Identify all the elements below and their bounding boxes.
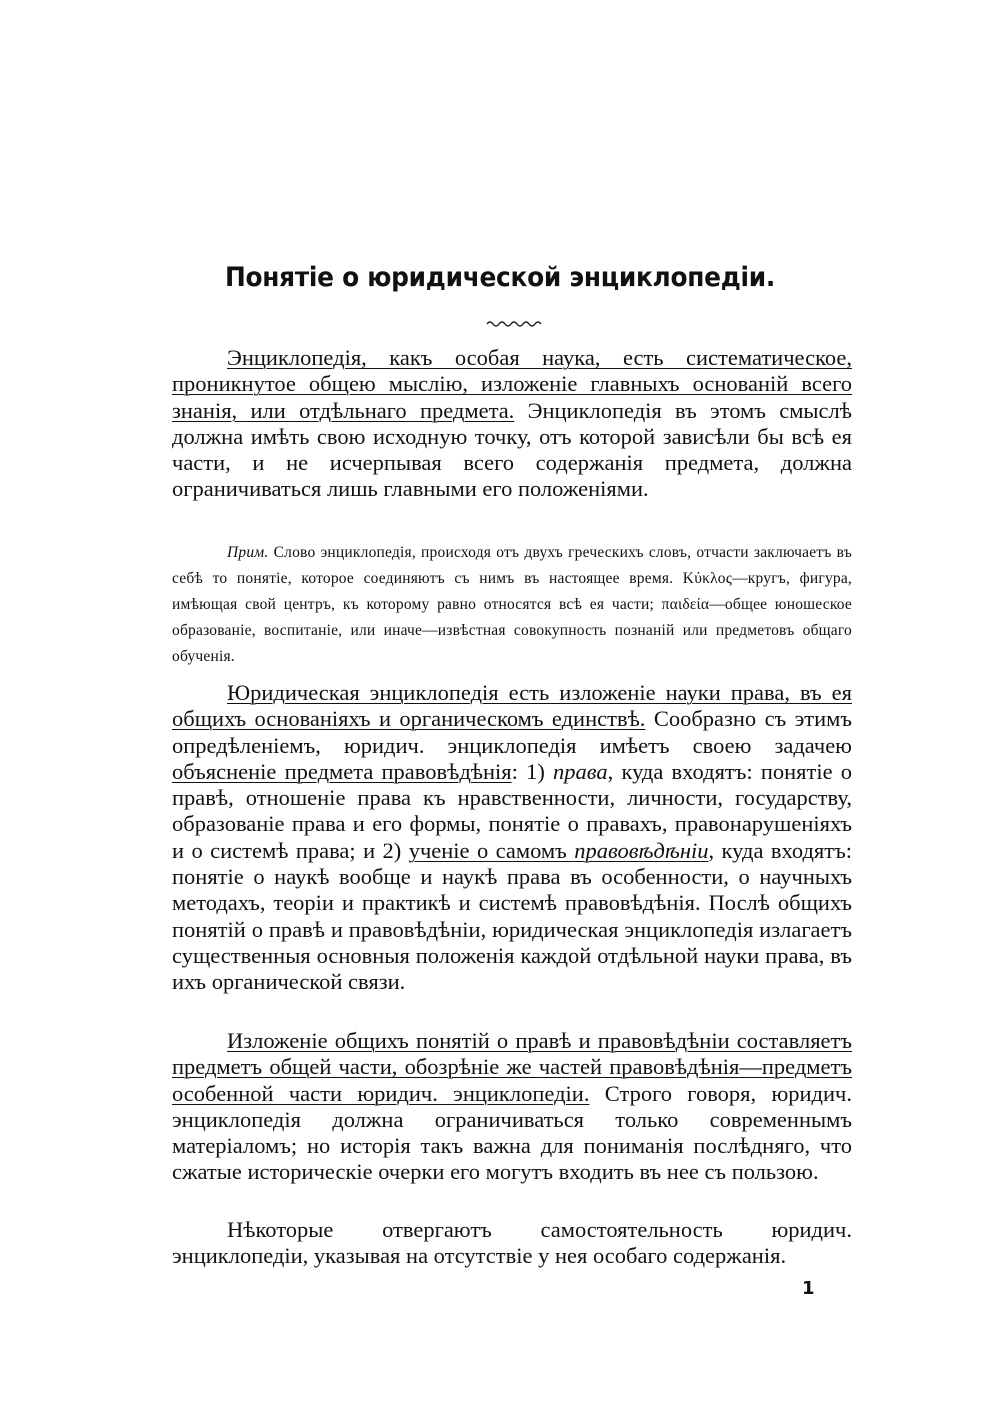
paragraph-1-text: Энциклопедія въ этомъ смыслѣ должна имѣть свою исходную точку, отъ которой зависѣли бы всѣ ея части, и не исчерпывая всего содержанія предмета, должна ограничиваться лишь главными его положеніями. (172, 397, 852, 502)
footnote-text: Слово энциклопедія, происходя отъ двухъ греческихъ словъ, отчасти заключаетъ въ себѣ то понятіе, которое соединяютъ съ нимъ въ настоящее время. Κύκλος—кругъ, фигура, имѣющая свой центръ, къ которому равно относятся всѣ ея части; παιδεία—общее юношеское образованіе, воспитаніе, или иначе—извѣстная совокупность познаній или предметовъ общаго обученія. (172, 544, 852, 665)
paragraph-3-underlined: Изложеніе общихъ понятій о правѣ и правовѣдѣніи составляетъ предметъ общей части, обозрѣніе же частей правовѣдѣнія—предметъ особенной части юридич. энциклопедіи. (172, 1028, 852, 1106)
paragraph-2-italic-1: права (553, 758, 608, 784)
page-number: 1 (802, 1278, 815, 1299)
paragraph-2-text-3: , куда входятъ: понятіе о правѣ, отношеніе права къ нравственности, личности, государству, образованіе права и его формы, понятіе о правахъ, правонарушеніяхъ и о системѣ права; и 2) (172, 758, 853, 863)
paragraph-3-text: Строго говоря, юридич. энциклопедія должна ограничиваться только современнымъ матеріаломъ; но исторія такъ важна для пониманія послѣдняго, что сжатые историческіе очерки его могутъ входить въ нее съ пользою. (172, 1080, 852, 1185)
paragraph-1-underlined: Энциклопедія, какъ особая наука, есть систематическое, проникнутое общею мыслію, изложеніе главныхъ основаній всего знанія, или отдѣльнаго предмета. (172, 345, 852, 423)
page-title: Понятіе о юридической энциклопедіи. (224, 262, 776, 293)
paragraph-4-text: Нѣкоторые отвергаютъ самостоятельность юридич. энциклопедіи, указывая на отсутствіе у нея особаго содержанія. (172, 1217, 852, 1269)
paragraph-2 (172, 680, 852, 996)
paragraph-2-underlined-2: объясненіе предмета правовѣдѣнія (172, 758, 512, 784)
paragraph-2-underlined-3: ученіе о самомъ (408, 837, 575, 863)
paragraph-1 (172, 345, 852, 503)
footnote-remark (172, 540, 852, 670)
footnote-lead: Прим. (227, 544, 269, 561)
paragraph-2-underlined-1: Юридическая энциклопедія есть изложеніе науки права, въ ея общихъ основаніяхъ и органическомъ единствѣ. (172, 680, 852, 732)
title-ornament (485, 318, 545, 330)
paragraph-4 (172, 1217, 852, 1270)
paragraph-2-text-4: , куда входятъ: понятіе о наукѣ вообще и наукѣ права въ особенности, о научныхъ методахъ, теоріи и практикѣ и системѣ правовѣдѣнія. Послѣ общихъ понятій о правѣ и правовѣдѣніи, юридическая энциклопедія излагаетъ существенныя основныя положенія каждой отдѣльной науки права, въ ихъ органической связи. (172, 837, 852, 995)
paragraph-3 (172, 1028, 852, 1186)
paragraph-2-text-2: : 1) (511, 758, 554, 784)
paragraph-2-italic-2: правовѣдѣніи (574, 837, 709, 863)
paragraph-2-text-1: Сообразно съ этимъ опредѣленіемъ, юридич. энциклопедія имѣетъ своею задачею (172, 706, 852, 758)
